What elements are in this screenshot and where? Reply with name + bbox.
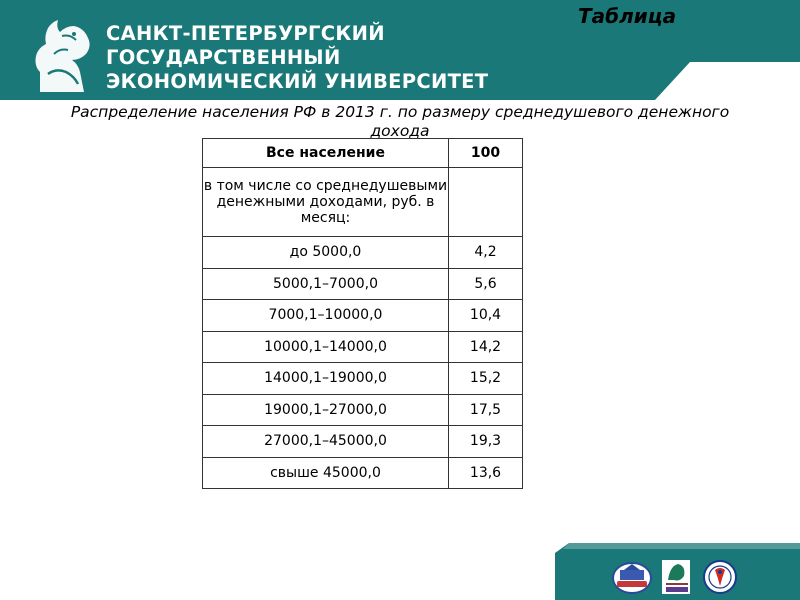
row-label: 27000,1–45000,0 xyxy=(203,426,449,458)
row-label: 7000,1–10000,0 xyxy=(203,300,449,332)
university-name-line-2: ГОСУДАРСТВЕННЫЙ xyxy=(106,46,341,69)
row-value: 4,2 xyxy=(449,237,523,269)
university-name-line-1: САНКТ-ПЕТЕРБУРГСКИЙ xyxy=(106,22,385,45)
finek-logo-icon xyxy=(662,560,690,594)
row-value: 5,6 xyxy=(449,268,523,300)
table-row xyxy=(203,268,523,300)
row-value: 15,2 xyxy=(449,363,523,395)
subheader-empty-cell xyxy=(449,168,523,237)
slide-title: Распределение населения РФ в 2013 г. по размеру среднедушевого денежного дохода xyxy=(70,103,730,140)
table-row xyxy=(203,331,523,363)
row-label: до 5000,0 xyxy=(203,237,449,269)
header-label-cell: Все население xyxy=(203,139,449,168)
row-value: 14,2 xyxy=(449,331,523,363)
slide-label: Таблица xyxy=(578,4,677,28)
table-row xyxy=(203,457,523,489)
table-row xyxy=(203,363,523,395)
university-name xyxy=(106,22,488,94)
university-griffin-logo xyxy=(26,14,100,96)
row-label: свыше 45000,0 xyxy=(203,457,449,489)
income-distribution-table xyxy=(202,138,523,489)
row-value: 10,4 xyxy=(449,300,523,332)
engecon-logo-icon xyxy=(613,563,651,593)
table-subheader-row xyxy=(203,168,523,237)
table-row xyxy=(203,237,523,269)
college-logo-icon xyxy=(704,561,736,593)
table-row xyxy=(203,394,523,426)
row-value: 19,3 xyxy=(449,426,523,458)
row-label: 5000,1–7000,0 xyxy=(203,268,449,300)
table-header-row xyxy=(203,139,523,168)
row-label: 14000,1–19000,0 xyxy=(203,363,449,395)
row-value: 17,5 xyxy=(449,394,523,426)
table-row xyxy=(203,426,523,458)
header-banner xyxy=(0,0,800,100)
partner-logos xyxy=(612,556,752,596)
row-label: 10000,1–14000,0 xyxy=(203,331,449,363)
university-name-line-3: ЭКОНОМИЧЕСКИЙ УНИВЕРСИТЕТ xyxy=(106,70,489,93)
row-label: 19000,1–27000,0 xyxy=(203,394,449,426)
subheader-cell: в том числе со среднедушевыми денежными доходами, руб. в месяц: xyxy=(203,168,449,237)
table-row xyxy=(203,300,523,332)
header-value-cell: 100 xyxy=(449,139,523,168)
row-value: 13,6 xyxy=(449,457,523,489)
